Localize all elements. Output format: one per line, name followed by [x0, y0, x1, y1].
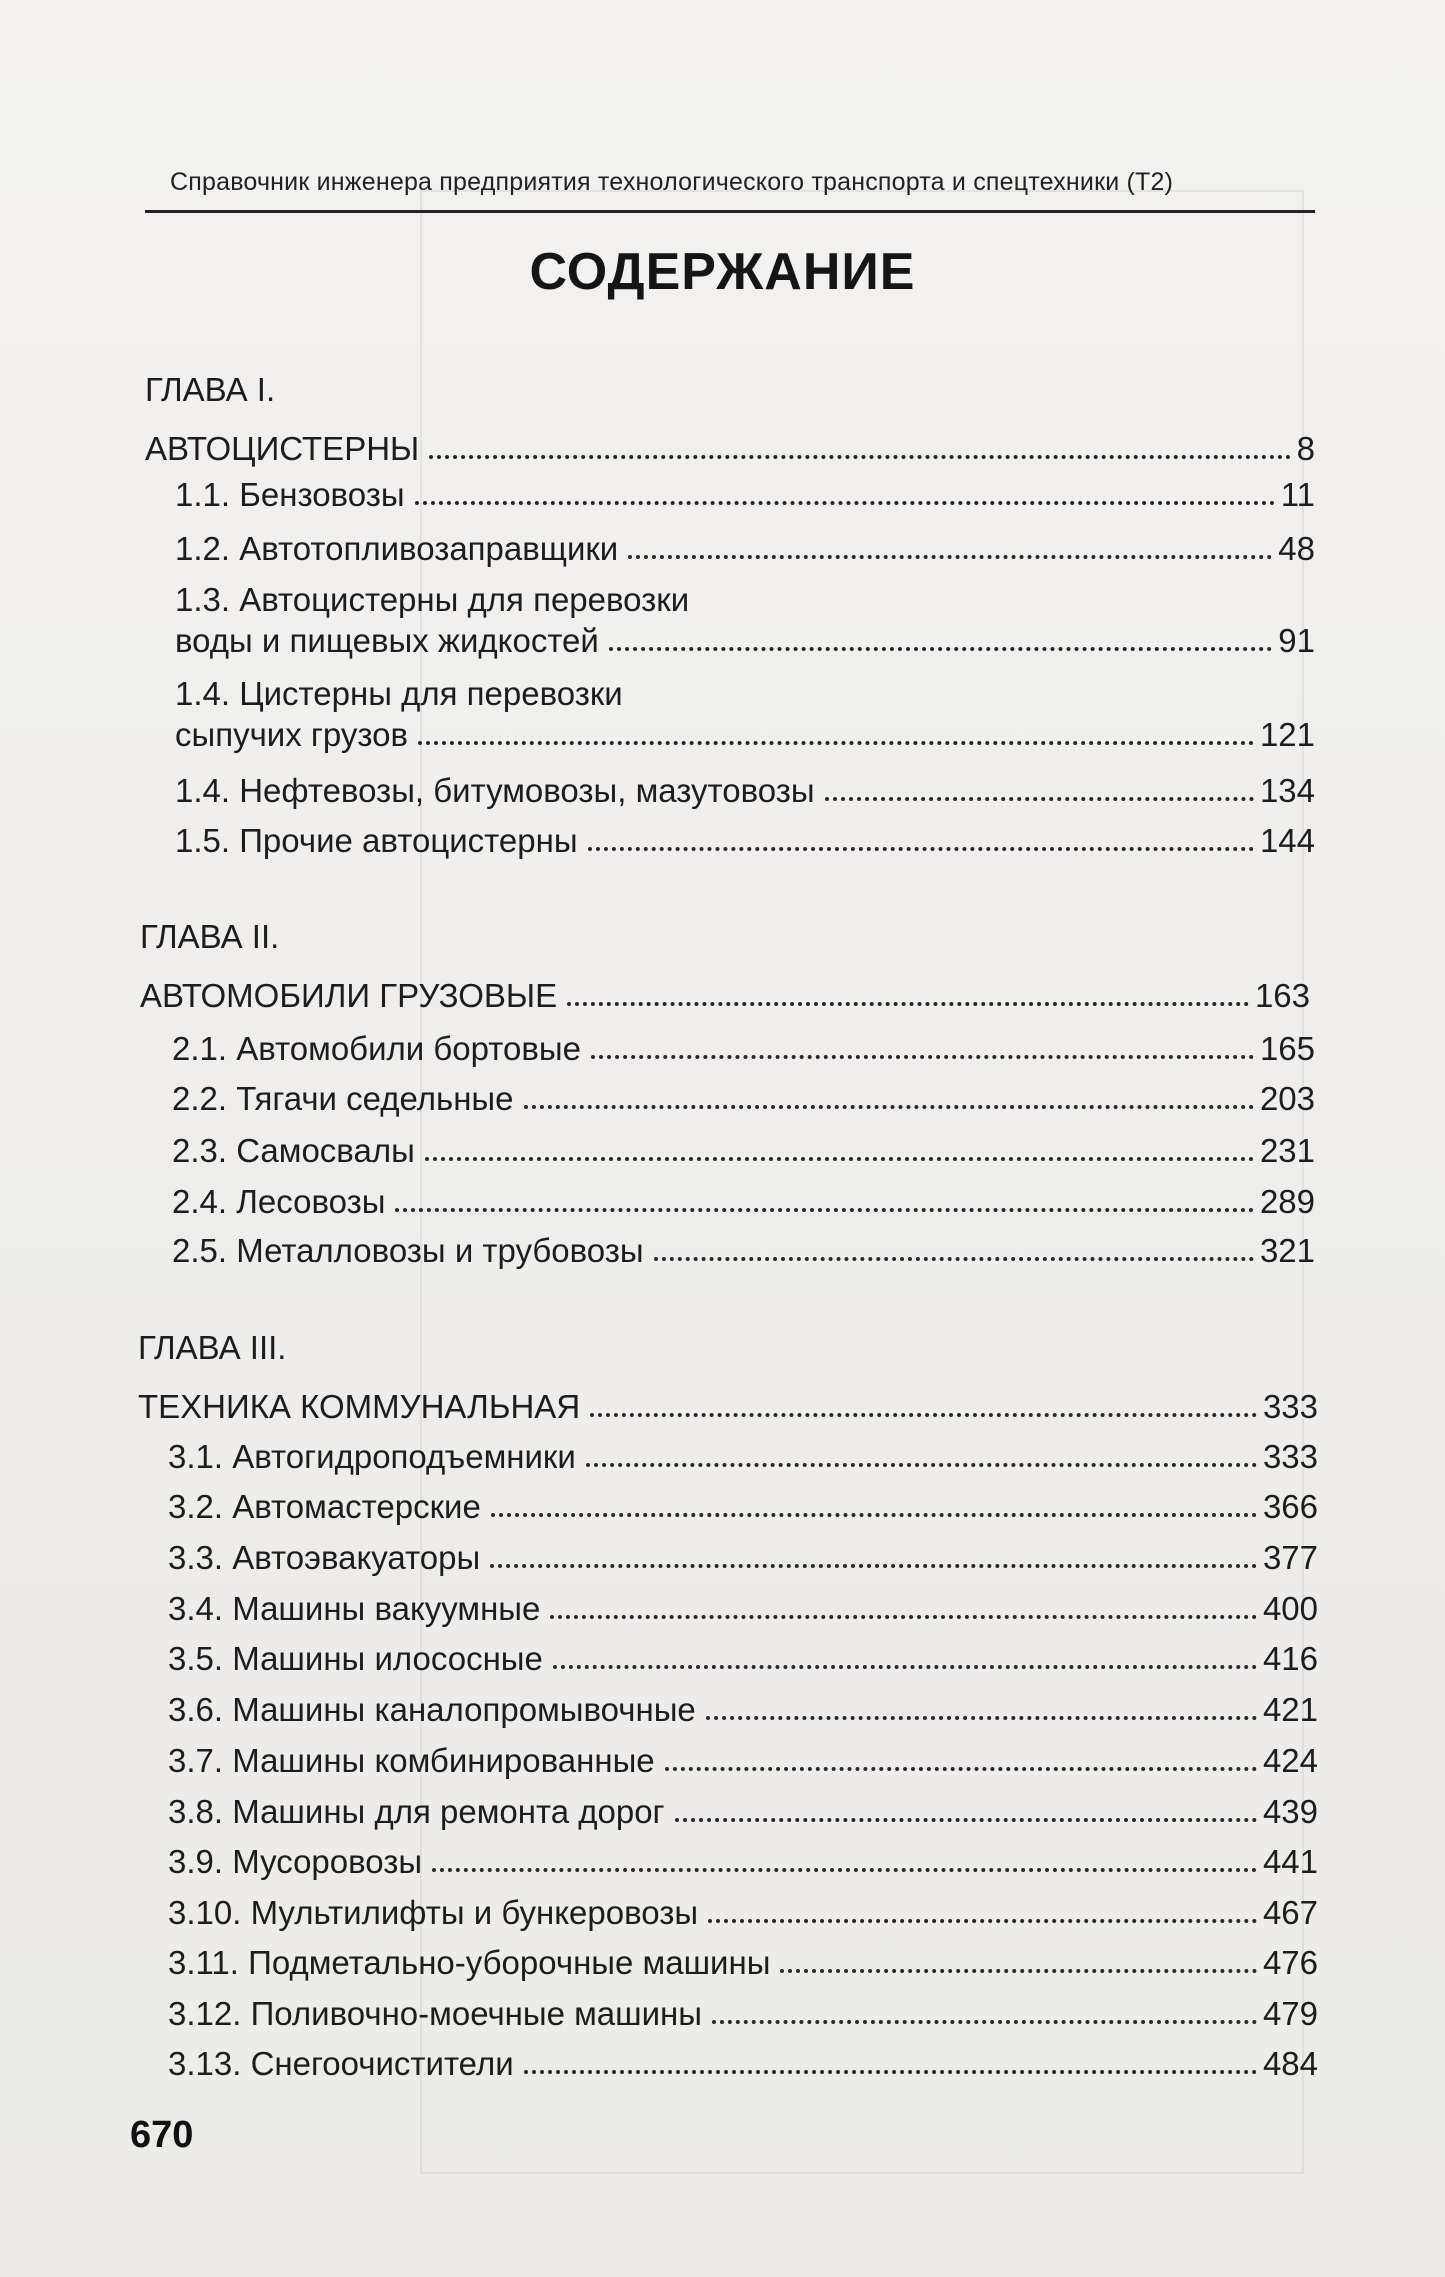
toc-entry[interactable] — [168, 1590, 1318, 1628]
entry-title: 1.2. Автотопливозаправщики — [175, 530, 619, 567]
entry-title: 3.3. Автоэвакуаторы — [168, 1539, 481, 1576]
dot-leader — [825, 797, 1254, 801]
page-number: 333 — [1262, 1388, 1318, 1425]
chapter-3 — [138, 1326, 1318, 1426]
chapter-heading-row[interactable] — [145, 412, 1315, 468]
dot-leader — [708, 1919, 1257, 1923]
toc-entry[interactable] — [168, 1793, 1318, 1831]
dot-leader — [586, 1463, 1257, 1467]
entry-title: 3.13. Снегоочистители — [168, 2045, 514, 2082]
dot-leader — [780, 1969, 1257, 1973]
toc-entry[interactable] — [172, 1183, 1315, 1221]
toc-entry[interactable] — [168, 1894, 1318, 1932]
chapter-heading: АВТОЦИСТЕРНЫ — [145, 430, 420, 467]
dot-leader — [591, 1055, 1254, 1059]
dot-leader — [567, 1002, 1249, 1006]
entry-title: 2.4. Лесовозы — [172, 1183, 386, 1220]
page-number: 321 — [1259, 1232, 1315, 1269]
page-number: 165 — [1259, 1030, 1315, 1067]
page-number: 421 — [1262, 1691, 1318, 1728]
dot-leader — [491, 1513, 1257, 1517]
page-number: 366 — [1262, 1488, 1318, 1525]
page-number: 333 — [1262, 1438, 1318, 1475]
page-number: 479 — [1262, 1995, 1318, 2032]
dot-leader — [706, 1716, 1257, 1720]
page-number: 11 — [1280, 476, 1315, 513]
running-head: Справочник инженера предприятия технологического транспорта и спецтехники (Т2) — [170, 168, 1174, 196]
chapter-heading-row[interactable] — [138, 1370, 1318, 1426]
dot-leader — [490, 1564, 1257, 1568]
toc-entry[interactable] — [175, 672, 1315, 754]
entry-title: 1.4. Нефтевозы, битумовозы, мазутовозы — [175, 772, 815, 809]
chapter-1 — [145, 368, 1315, 468]
entry-title: сыпучих грузов — [175, 716, 409, 753]
entry-title: 1.1. Бензовозы — [175, 476, 405, 513]
dot-leader — [588, 847, 1254, 851]
entry-title: 3.4. Машины вакуумные — [168, 1590, 541, 1627]
page-number: 467 — [1262, 1894, 1318, 1931]
entry-title: 3.11. Подметально-уборочные машины — [168, 1944, 771, 1981]
page-number: 121 — [1259, 716, 1315, 753]
page-number: 476 — [1262, 1944, 1318, 1981]
dot-leader — [432, 1868, 1257, 1872]
entry-title: 3.8. Машины для ремонта дорог — [168, 1793, 665, 1830]
entry-title: 3.9. Мусоровозы — [168, 1843, 423, 1880]
dot-leader — [425, 1157, 1254, 1161]
page-number: 48 — [1278, 530, 1315, 567]
toc-entry[interactable] — [175, 822, 1315, 860]
entry-title: 3.7. Машины комбинированные — [168, 1742, 655, 1779]
entry-title: воды и пищевых жидкостей — [175, 622, 599, 659]
chapter-label: ГЛАВА III. — [138, 1329, 287, 1366]
entry-title: 3.12. Поливочно-моечные машины — [168, 1995, 702, 2032]
toc-entry[interactable] — [172, 1030, 1315, 1068]
dot-leader — [524, 1105, 1254, 1109]
toc-entry[interactable] — [168, 2045, 1318, 2083]
page-number: 439 — [1262, 1793, 1318, 1830]
entry-title: 1.5. Прочие автоцистерны — [175, 822, 578, 859]
toc-entry[interactable] — [168, 1488, 1318, 1526]
toc-entry[interactable] — [168, 1640, 1318, 1678]
dot-leader — [675, 1818, 1257, 1822]
dot-leader — [609, 647, 1272, 651]
entry-title: 3.1. Автогидроподъемники — [168, 1438, 576, 1475]
dot-leader — [418, 741, 1254, 745]
toc-entry[interactable] — [175, 772, 1315, 810]
toc-entry[interactable] — [168, 1843, 1318, 1881]
page-number: 163 — [1254, 977, 1310, 1014]
dot-leader — [550, 1615, 1257, 1619]
dot-leader — [665, 1767, 1257, 1771]
toc-entry[interactable] — [175, 578, 1315, 660]
toc-entry[interactable] — [168, 1995, 1318, 2033]
page-folio: 670 — [130, 2114, 194, 2156]
page-number: 400 — [1262, 1590, 1318, 1627]
entry-title-line1: 1.3. Автоцистерны для перевозки — [175, 581, 690, 618]
chapter-heading: АВТОМОБИЛИ ГРУЗОВЫЕ — [140, 977, 558, 1014]
dot-leader — [524, 2070, 1257, 2074]
dot-leader — [654, 1257, 1254, 1261]
chapter-label: ГЛАВА I. — [145, 371, 276, 408]
chapter-heading-row[interactable] — [140, 959, 1310, 1015]
chapter-2 — [140, 915, 1310, 1015]
page-number: 203 — [1259, 1080, 1315, 1117]
page-number: 424 — [1262, 1742, 1318, 1779]
dot-leader — [553, 1665, 1257, 1669]
page-number: 416 — [1262, 1640, 1318, 1677]
page-number: 144 — [1259, 822, 1315, 859]
toc-entry[interactable] — [168, 1438, 1318, 1476]
entry-title: 2.5. Металловозы и трубовозы — [172, 1232, 644, 1269]
page-number: 231 — [1259, 1132, 1315, 1169]
header-rule — [145, 210, 1315, 213]
entry-title: 2.3. Самосвалы — [172, 1132, 415, 1169]
dot-leader — [415, 501, 1275, 505]
toc-entry[interactable] — [172, 1232, 1315, 1270]
toc-entry[interactable] — [168, 1742, 1318, 1780]
chapter-label: ГЛАВА II. — [140, 918, 280, 955]
entry-title: 2.2. Тягачи седельные — [172, 1080, 514, 1117]
toc-entry[interactable] — [172, 1132, 1315, 1170]
entry-title: 3.5. Машины илососные — [168, 1640, 543, 1677]
entry-title: 3.6. Машины каналопромывочные — [168, 1691, 696, 1728]
dot-leader — [590, 1413, 1257, 1417]
dot-leader — [712, 2020, 1257, 2024]
toc-entry[interactable] — [175, 476, 1315, 514]
chapter-heading: ТЕХНИКА КОММУНАЛЬНАЯ — [138, 1388, 581, 1425]
entry-title: 2.1. Автомобили бортовые — [172, 1030, 581, 1067]
toc-entry[interactable] — [172, 1080, 1315, 1118]
page-number: 289 — [1259, 1183, 1315, 1220]
toc-entry[interactable] — [168, 1944, 1318, 1982]
dot-leader — [395, 1208, 1254, 1212]
page-number: 134 — [1259, 772, 1315, 809]
toc-entry[interactable] — [175, 530, 1315, 568]
page-number: 441 — [1262, 1843, 1318, 1880]
entry-title: 3.10. Мультилифты и бункеровозы — [168, 1894, 699, 1931]
toc-entry[interactable] — [168, 1691, 1318, 1729]
page-title: СОДЕРЖАНИЕ — [529, 243, 916, 301]
page-number: 377 — [1262, 1539, 1318, 1576]
page-number: 8 — [1296, 430, 1315, 467]
page-number: 484 — [1262, 2045, 1318, 2082]
entry-title-line1: 1.4. Цистерны для перевозки — [175, 675, 623, 712]
entry-title: 3.2. Автомастерские — [168, 1488, 481, 1525]
dot-leader — [429, 455, 1290, 459]
toc-entry[interactable] — [168, 1539, 1318, 1577]
page-number: 91 — [1278, 622, 1315, 659]
dot-leader — [628, 555, 1272, 559]
